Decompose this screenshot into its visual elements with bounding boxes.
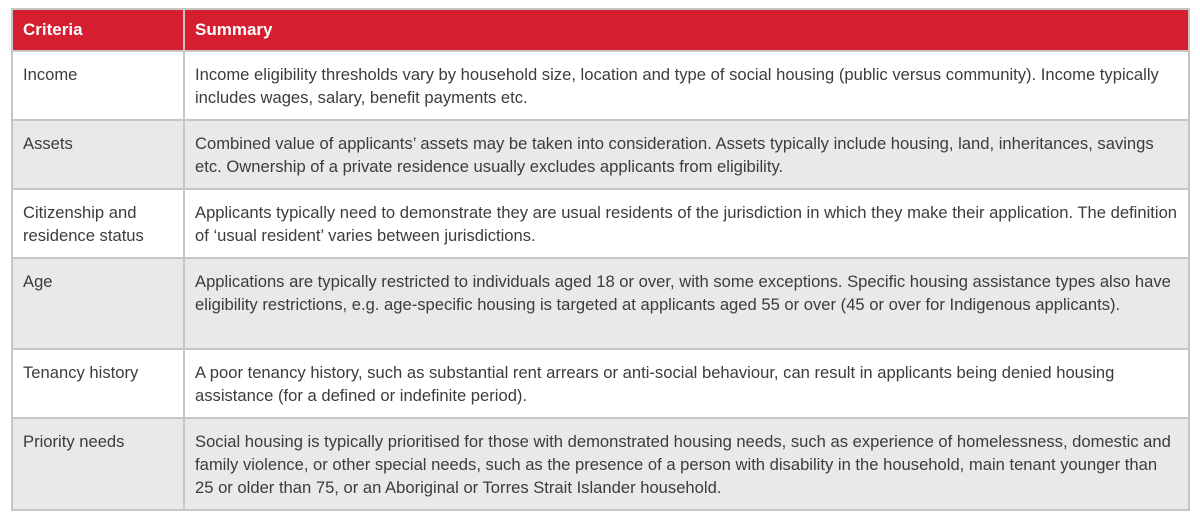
table-row-tenancy-history <box>12 349 1189 418</box>
criteria-cell: Income <box>12 51 184 120</box>
header-row <box>12 9 1189 51</box>
table-row-citizenship <box>12 189 1189 258</box>
column-header-criteria: Criteria <box>12 9 184 51</box>
table-row-income <box>12 51 1189 120</box>
table-body <box>12 51 1189 510</box>
criteria-cell: Tenancy history <box>12 349 184 418</box>
column-header-summary: Summary <box>184 9 1189 51</box>
criteria-cell: Priority needs <box>12 418 184 510</box>
table-row-priority-needs <box>12 418 1189 510</box>
eligibility-criteria-table <box>11 8 1190 511</box>
summary-cell: Applicants typically need to demonstrate they are usual residents of the jurisdiction in which they make their application. The definition of ‘usual resident’ varies between jurisdictions. <box>184 189 1189 258</box>
criteria-cell: Age <box>12 258 184 349</box>
table-row-age <box>12 258 1189 349</box>
criteria-cell: Citizenship and residence status <box>12 189 184 258</box>
summary-cell: A poor tenancy history, such as substantial rent arrears or anti-social behaviour, can result in applicants being denied housing assistance (for a defined or indefinite period). <box>184 349 1189 418</box>
eligibility-criteria-table-container <box>11 8 1190 511</box>
table-row-assets <box>12 120 1189 189</box>
summary-cell: Applications are typically restricted to individuals aged 18 or over, with some exceptions. Specific housing assistance types also have eligibility restrictions, e.g. age-specific housing is targeted at applicants aged 55 or over (45 or over for Indigenous applicants). <box>184 258 1189 349</box>
criteria-cell: Assets <box>12 120 184 189</box>
summary-cell: Income eligibility thresholds vary by household size, location and type of social housing (public versus community). Income typically includes wages, salary, benefit payments etc. <box>184 51 1189 120</box>
summary-cell: Combined value of applicants’ assets may be taken into consideration. Assets typically include housing, land, inheritances, savings etc. Ownership of a private residence usually excludes applicants from eligibility. <box>184 120 1189 189</box>
table-header <box>12 9 1189 51</box>
summary-cell: Social housing is typically prioritised for those with demonstrated housing needs, such as experience of homelessness, domestic and family violence, or other special needs, such as the presence of a person with disability in the household, main tenant younger than 25 or older than 75, or an Aboriginal or Torres Strait Islander household. <box>184 418 1189 510</box>
